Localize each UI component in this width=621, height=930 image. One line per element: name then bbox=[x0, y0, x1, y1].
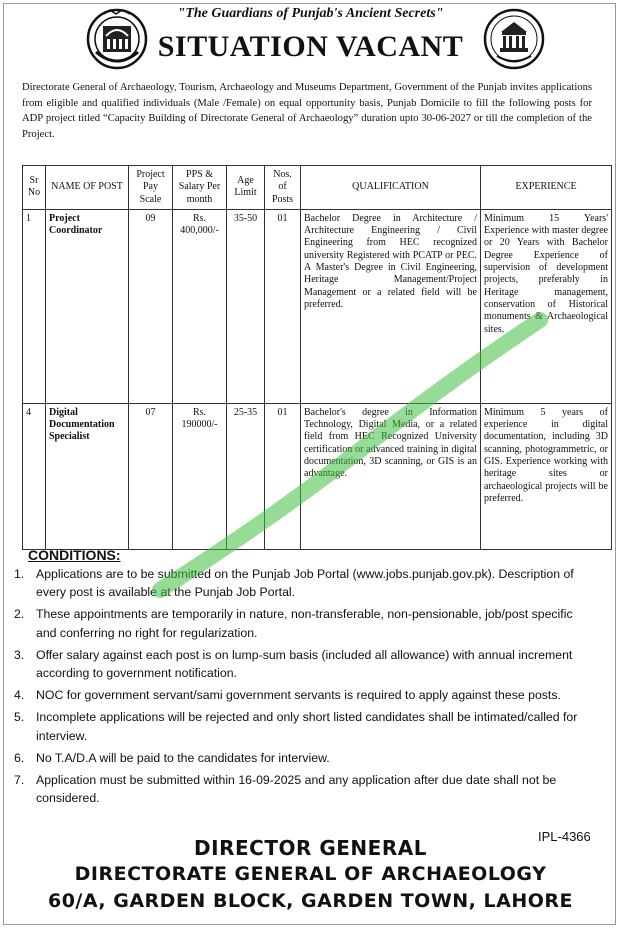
list-item bbox=[14, 771, 594, 807]
list-item bbox=[14, 749, 594, 767]
condition-text: Offer salary against each post is on lump-sum basis (included all allowance) with annual increment according to government notification. bbox=[36, 647, 573, 681]
list-item bbox=[14, 708, 594, 744]
header-sr: Sr No bbox=[23, 166, 46, 210]
condition-number: 1. bbox=[14, 567, 25, 581]
condition-number: 4. bbox=[14, 688, 25, 703]
signature-address: 60/A, GARDEN BLOCK, GARDEN TOWN, LAHORE bbox=[47, 890, 573, 912]
tagline: "The Guardians of Punjab's Ancient Secrets" bbox=[177, 6, 444, 21]
intro-paragraph: Directorate General of Archaeology, Tourism, Archaeology and Museums Department, Government of the Punjab invites applications from eligible and qualified individuals (Male /Female) on equal opportunity basis, Punjab Domicile to fill the following posts for ADP project titled “Capacity Building of Directorate General of Archaeology” duration upto 30-06-2027 or till the completion of the Project. bbox=[22, 82, 592, 140]
cell-salary: Rs. 400,000/- bbox=[173, 209, 227, 403]
condition-text: No T.A/D.A will be paid to the candidates for interview. bbox=[36, 750, 330, 765]
condition-number: 7. bbox=[14, 773, 25, 788]
posts-table bbox=[22, 165, 612, 550]
header-nos: Nos. of Posts bbox=[265, 166, 301, 210]
cell-qualification: Bachelor Degree in Architecture / Architecture Engineering / Civil Engineering from HEC recognized university Registered with PCATP or PEC. A Master's Degree in Civil Engineering, Heritage Management/Project Management or a related field will be preferred. bbox=[301, 209, 481, 403]
condition-number: 3. bbox=[14, 647, 25, 662]
table-header-row bbox=[23, 166, 612, 210]
condition-text: These appointments are temporarily in nature, non-transferable, non-pensionable, job/post specific and conferring no right for regularization. bbox=[36, 607, 573, 640]
header-experience: EXPERIENCE bbox=[481, 166, 612, 210]
condition-number: 6. bbox=[14, 750, 25, 765]
header-age: Age Limit bbox=[227, 166, 265, 210]
condition-number: 5. bbox=[14, 710, 25, 725]
condition-text: Incomplete applications will be rejected and only short listed candidates shall be intimated/called for interview. bbox=[36, 710, 578, 743]
cell-scale: 09 bbox=[129, 209, 173, 403]
cell-qualification: Bachelor's degree in Information Technology, Digital Media, or a related field from HEC Recognized University certification or advanced training in digital documentation, 3D scanning, or GIS is an advantage. bbox=[301, 403, 481, 549]
list-item bbox=[14, 565, 594, 601]
cell-age: 35-50 bbox=[227, 209, 265, 403]
cell-nos: 01 bbox=[265, 403, 301, 549]
condition-number: 2. bbox=[14, 607, 25, 622]
list-item bbox=[14, 605, 594, 641]
cell-sr: 4 bbox=[23, 403, 46, 549]
header-name: NAME OF POST bbox=[46, 166, 129, 210]
ipl-reference: IPL-4366 bbox=[538, 829, 591, 844]
header-salary: PPS & Salary Per month bbox=[173, 166, 227, 210]
list-item bbox=[14, 646, 594, 682]
header-scale: Project Pay Scale bbox=[129, 166, 173, 210]
table-row bbox=[23, 403, 612, 549]
list-item bbox=[14, 686, 594, 704]
cell-post-name: Digital Documentation Specialist bbox=[46, 403, 129, 549]
cell-scale: 07 bbox=[129, 403, 173, 549]
cell-post-name: Project Coordinator bbox=[46, 209, 129, 403]
signature-title: DIRECTOR GENERAL bbox=[194, 836, 427, 860]
cell-experience: Minimum 15 Years' Experience with master degree or 20 Years with Bachelor Degree Experience of supervision of development projects, preferably in Heritage management, conservation of Historical monuments & Archaeological sites. bbox=[481, 209, 612, 403]
cell-nos: 01 bbox=[265, 209, 301, 403]
cell-sr: 1 bbox=[23, 209, 46, 403]
condition-text: Applications are to be submitted on the Punjab Job Portal (www.jobs.punjab.gov.pk). Description of every post is available at the Punjab Job Portal. bbox=[36, 567, 574, 600]
header-qualification: QUALIFICATION bbox=[301, 166, 481, 210]
conditions-list bbox=[14, 565, 594, 811]
signature-office: DIRECTORATE GENERAL OF ARCHAEOLOGY bbox=[74, 863, 547, 885]
table-row bbox=[23, 209, 612, 403]
cell-age: 25-35 bbox=[227, 403, 265, 549]
cell-experience: Minimum 5 years of experience in digital documentation, including 3D scanning, photogrammetric, or GIS. Experience working with heritage sites or archaeological projects will be preferred. bbox=[481, 403, 612, 549]
page-title: SITUATION VACANT bbox=[157, 30, 464, 63]
condition-text: NOC for government servant/sami government servants is required to apply against these posts. bbox=[36, 688, 561, 703]
conditions-heading: CONDITIONS: bbox=[28, 547, 121, 563]
condition-text: Application must be submitted within 16-09-2025 and any application after due date shall not be considered. bbox=[36, 773, 557, 806]
cell-salary: Rs. 190000/- bbox=[173, 403, 227, 549]
